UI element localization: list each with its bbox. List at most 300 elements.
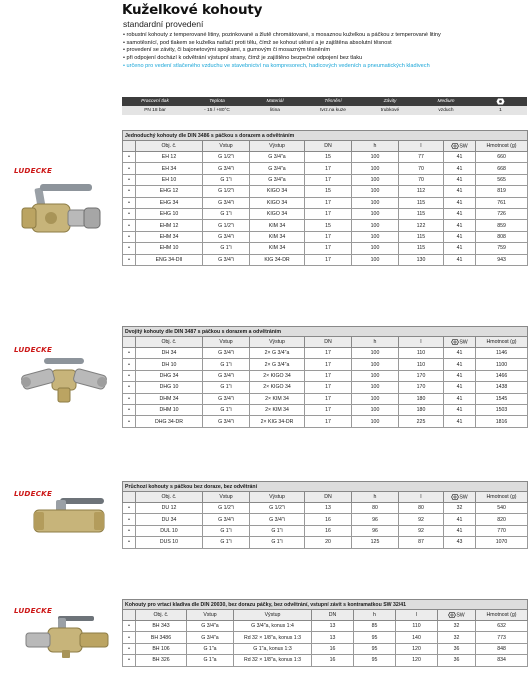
- section-caption-row: [123, 482, 528, 492]
- table-cell: 1146: [476, 348, 528, 359]
- header-cell: Výstup: [250, 492, 305, 503]
- header-cell: Hmotnost (g): [476, 492, 528, 503]
- table-row: [123, 503, 528, 514]
- table-row: [123, 174, 528, 185]
- header-cell: Obj. č.: [136, 492, 203, 503]
- row-bullet: •: [123, 220, 136, 231]
- table-cell: 130: [399, 254, 444, 265]
- table-cell: 16: [312, 643, 354, 654]
- header-cell: Hmotnost (g): [476, 337, 528, 348]
- table-cell: 70: [399, 174, 444, 185]
- table-cell: 87: [399, 537, 444, 548]
- table-cell: DHG 34: [136, 370, 203, 381]
- table-cell: 17: [305, 359, 352, 370]
- table-cell: 43: [444, 537, 476, 548]
- table-cell: 13: [305, 503, 352, 514]
- table-cell: G 1"i: [250, 525, 305, 536]
- table-cell: 36: [438, 655, 476, 666]
- table-row: [123, 152, 528, 163]
- brand-logo: LUDECKE: [14, 345, 53, 354]
- table-cell: 100: [352, 370, 399, 381]
- spec-header: Pracovní tlak: [122, 97, 188, 106]
- table-cell: KIGO 34: [250, 186, 305, 197]
- table-cell: 17: [305, 163, 352, 174]
- spec-value: tvrz.na kuze: [304, 106, 362, 115]
- table-cell: 95: [354, 655, 396, 666]
- table-cell: G 1/2"i: [203, 186, 250, 197]
- row-bullet: •: [123, 404, 136, 415]
- header-cell: SW: [459, 339, 468, 346]
- table-cell: EH 12: [136, 152, 203, 163]
- row-bullet: •: [123, 655, 136, 666]
- spec-header: Závity: [362, 97, 418, 106]
- header-cell: Vstup: [203, 337, 250, 348]
- table-cell: 110: [399, 348, 444, 359]
- table-cell: G 1"i: [203, 537, 250, 548]
- table-cell: EHG 34: [136, 197, 203, 208]
- table-cell: G 3/4"a: [187, 621, 234, 632]
- table-cell: 17: [305, 208, 352, 219]
- table-cell: 100: [352, 231, 399, 242]
- table-cell: 180: [399, 393, 444, 404]
- table-cell: DHG 10: [136, 382, 203, 393]
- table-cell: G 3/4"i: [203, 514, 250, 525]
- section-caption-row: [123, 600, 528, 610]
- double-valve-image: [14, 352, 114, 410]
- header-cell: h: [352, 492, 399, 503]
- spec-value: vzduch: [418, 106, 474, 115]
- table-cell: 1100: [476, 359, 528, 370]
- table-cell: 15: [305, 220, 352, 231]
- table-cell: 41: [444, 416, 476, 427]
- header-cell: l: [399, 337, 444, 348]
- spec-value: 1: [474, 106, 527, 115]
- table-cell: EH 34: [136, 163, 203, 174]
- header-cell: h: [352, 141, 399, 152]
- spec-table: [122, 97, 527, 115]
- row-bullet: •: [123, 243, 136, 254]
- table-cell: EHM 10: [136, 243, 203, 254]
- table-cell: G 1"i: [203, 359, 250, 370]
- table-cell: BH 326: [136, 655, 187, 666]
- table-cell: 17: [305, 348, 352, 359]
- spec-value: PN 18 bar: [122, 106, 188, 115]
- spec-header: Medium: [418, 97, 474, 106]
- spec-value: litina: [246, 106, 304, 115]
- row-bullet: •: [123, 254, 136, 265]
- table-cell: 41: [444, 208, 476, 219]
- table-row: [123, 186, 528, 197]
- table-cell: G 1"i: [203, 208, 250, 219]
- table-cell: EHG 10: [136, 208, 203, 219]
- feature-item-highlight: • určeno pro vedení stlačeného vzduchu ve stavebnictví na kompresorech, hadicových vedeních a pneumatických kladivech: [123, 62, 430, 69]
- table-cell: Rd 32 × 1/8"a, konus 1:3: [234, 655, 312, 666]
- table-cell: DHM 34: [136, 393, 203, 404]
- table-row: [123, 197, 528, 208]
- through-valve-table: [122, 481, 528, 549]
- table-row: [123, 514, 528, 525]
- table-row: [123, 525, 528, 536]
- spec-header: Teplota: [188, 97, 246, 106]
- table-cell: G 1"i: [203, 404, 250, 415]
- header-cell: SW: [459, 494, 468, 501]
- row-bullet: •: [123, 186, 136, 197]
- spec-value-row: [122, 106, 527, 115]
- feature-item: • robustní kohouty z temperované litiny, pozinkované a žlutě chromátované, s mosaznou kuželkou a páčkou z temperované litiny: [123, 32, 441, 38]
- header-cell: DN: [305, 492, 352, 503]
- table-cell: 540: [476, 503, 528, 514]
- table-cell: 115: [399, 231, 444, 242]
- page-subtitle: standardní provedení: [123, 19, 204, 29]
- header-cell: Vstup: [187, 610, 234, 621]
- table-cell: 110: [396, 621, 438, 632]
- table-row: [123, 254, 528, 265]
- header-cell: Výstup: [250, 141, 305, 152]
- spec-header-nut: [474, 97, 527, 106]
- spec-header-row: [122, 97, 527, 106]
- table-header-row: [123, 492, 528, 503]
- table-cell: G 3/4"a: [250, 174, 305, 185]
- table-cell: 92: [399, 525, 444, 536]
- table-row: [123, 404, 528, 415]
- table-cell: EHG 12: [136, 186, 203, 197]
- row-bullet: •: [123, 632, 136, 643]
- feature-item: • samotěsnící, pod tlakem se kuželka natlačí proti tělu, čímž se kohout utěsní a je zajištěna absolutní těsnost: [123, 39, 392, 46]
- row-bullet: •: [123, 163, 136, 174]
- table-row: [123, 382, 528, 393]
- table-cell: G 3/4"i: [203, 393, 250, 404]
- header-cell: Vstup: [203, 141, 250, 152]
- row-bullet: •: [123, 174, 136, 185]
- table-cell: 1545: [476, 393, 528, 404]
- header-cell: SW: [456, 612, 465, 619]
- table-row: [123, 348, 528, 359]
- table-cell: G 3/4"i: [203, 197, 250, 208]
- row-bullet: •: [123, 416, 136, 427]
- table-cell: 32: [438, 632, 476, 643]
- table-cell: 170: [399, 370, 444, 381]
- row-bullet: •: [123, 152, 136, 163]
- table-cell: 112: [399, 186, 444, 197]
- table-cell: 41: [444, 359, 476, 370]
- table-cell: 41: [444, 404, 476, 415]
- table-cell: 95: [354, 632, 396, 643]
- table-cell: 668: [476, 163, 528, 174]
- table-cell: 17: [305, 370, 352, 381]
- table-cell: 100: [352, 404, 399, 415]
- table-cell: 41: [444, 186, 476, 197]
- table-cell: 17: [305, 231, 352, 242]
- table-cell: Rd 32 × 1/8"a, konus 1:3: [234, 632, 312, 643]
- header-cell: DN: [305, 337, 352, 348]
- row-bullet: •: [123, 643, 136, 654]
- table-cell: G 3/4"i: [203, 348, 250, 359]
- table-cell: 95: [354, 643, 396, 654]
- spec-value: trubkové: [362, 106, 418, 115]
- table-row: [123, 208, 528, 219]
- table-cell: 20: [305, 537, 352, 548]
- table-cell: 1438: [476, 382, 528, 393]
- row-bullet: •: [123, 514, 136, 525]
- table-cell: 2× KIM 34: [250, 404, 305, 415]
- header-cell: Hmotnost (g): [476, 141, 528, 152]
- table-row: [123, 655, 528, 666]
- table-cell: 1503: [476, 404, 528, 415]
- table-cell: DUL 10: [136, 525, 203, 536]
- table-cell: 1070: [476, 537, 528, 548]
- table-cell: 943: [476, 254, 528, 265]
- header-cell: Obj. č.: [136, 610, 187, 621]
- spec-value: - 15 / +80°C: [188, 106, 246, 115]
- row-bullet: •: [123, 348, 136, 359]
- table-cell: G 1/2"i: [203, 152, 250, 163]
- table-cell: 120: [396, 643, 438, 654]
- row-bullet: •: [123, 370, 136, 381]
- table-cell: 17: [305, 174, 352, 185]
- table-cell: G 3/4"a: [187, 632, 234, 643]
- table-cell: 2× KIGO 34: [250, 382, 305, 393]
- table-cell: 100: [352, 220, 399, 231]
- table-cell: 16: [305, 525, 352, 536]
- table-cell: 125: [352, 537, 399, 548]
- header-cell: l: [399, 141, 444, 152]
- table-header-row: [123, 610, 528, 621]
- table-cell: 100: [352, 348, 399, 359]
- table-cell: 100: [352, 152, 399, 163]
- table-row: [123, 163, 528, 174]
- table-cell: 819: [476, 186, 528, 197]
- table-cell: KIGO 34: [250, 197, 305, 208]
- single-valve-table: [122, 130, 528, 266]
- table-cell: 17: [305, 243, 352, 254]
- table-cell: 100: [352, 197, 399, 208]
- table-cell: 41: [444, 514, 476, 525]
- table-cell: 80: [399, 503, 444, 514]
- header-cell: SW: [459, 143, 468, 150]
- single-valve-image: [18, 178, 110, 240]
- table-cell: 13: [312, 621, 354, 632]
- header-cell: Obj. č.: [136, 141, 203, 152]
- table-cell: 115: [399, 243, 444, 254]
- table-row: [123, 359, 528, 370]
- table-cell: 1816: [476, 416, 528, 427]
- table-cell: 770: [476, 525, 528, 536]
- table-cell: G 1"i: [250, 537, 305, 548]
- table-cell: 726: [476, 208, 528, 219]
- section-caption: Jednoduchý kohouty dle DIN 3486 s páčkou s dorazem a odvětráním: [123, 131, 528, 141]
- table-cell: G 1"a: [187, 655, 234, 666]
- table-cell: KIM 34: [250, 220, 305, 231]
- row-bullet: •: [123, 231, 136, 242]
- table-cell: DH 10: [136, 359, 203, 370]
- table-cell: 100: [352, 416, 399, 427]
- table-cell: G 3/4"i: [203, 254, 250, 265]
- header-cell: DN: [312, 610, 354, 621]
- brand-logo: LUDECKE: [14, 606, 53, 615]
- table-cell: 100: [352, 393, 399, 404]
- table-cell: 70: [399, 163, 444, 174]
- table-cell: 41: [444, 348, 476, 359]
- page-title: Kuželkové kohouty: [122, 2, 263, 18]
- table-cell: DHM 10: [136, 404, 203, 415]
- table-cell: 41: [444, 174, 476, 185]
- table-cell: BH 106: [136, 643, 187, 654]
- table-cell: G 3/4"i: [203, 163, 250, 174]
- table-row: [123, 243, 528, 254]
- table-cell: 80: [352, 503, 399, 514]
- table-cell: G 3/4"a, konus 1:4: [234, 621, 312, 632]
- table-cell: 848: [476, 643, 528, 654]
- brand-logo: LUDECKE: [14, 166, 53, 175]
- header-cell: [123, 141, 136, 152]
- table-cell: 17: [305, 382, 352, 393]
- table-cell: 100: [352, 254, 399, 265]
- header-cell-sw: [444, 337, 476, 348]
- table-cell: G 3/4"i: [203, 416, 250, 427]
- table-cell: 41: [444, 163, 476, 174]
- table-cell: DUS 10: [136, 537, 203, 548]
- table-cell: 77: [399, 152, 444, 163]
- table-cell: 41: [444, 525, 476, 536]
- table-cell: G 3/4"i: [250, 514, 305, 525]
- table-cell: G 1"i: [203, 243, 250, 254]
- nut-icon: [496, 98, 505, 105]
- table-cell: KIGO 34: [250, 208, 305, 219]
- table-cell: 110: [399, 359, 444, 370]
- table-cell: 41: [444, 254, 476, 265]
- table-cell: G 3/4"i: [203, 370, 250, 381]
- table-cell: 41: [444, 152, 476, 163]
- table-cell: 100: [352, 243, 399, 254]
- table-cell: 632: [476, 621, 528, 632]
- table-cell: 2× KIGO 34: [250, 370, 305, 381]
- header-cell: [123, 610, 136, 621]
- row-bullet: •: [123, 503, 136, 514]
- header-cell: Výstup: [250, 337, 305, 348]
- table-cell: G 1"i: [203, 525, 250, 536]
- table-cell: G 1/2"i: [203, 220, 250, 231]
- table-cell: 100: [352, 359, 399, 370]
- spec-header: Těsnění: [304, 97, 362, 106]
- table-cell: DH 34: [136, 348, 203, 359]
- table-cell: 180: [399, 404, 444, 415]
- table-cell: 16: [312, 655, 354, 666]
- table-cell: 115: [399, 197, 444, 208]
- through-valve-image: [30, 496, 110, 536]
- table-row: [123, 416, 528, 427]
- section-caption: Kohouty pro vrtací kladiva dle DIN 20030, bez dorazu páčky, bez odvětrání, vstupní závit s kontramatkou SW 32/41: [123, 600, 528, 610]
- section-caption: Dvojitý kohouty dle DIN 3487 s páčkou s dorazem a odvětráním: [123, 327, 528, 337]
- table-cell: 96: [352, 525, 399, 536]
- table-cell: 13: [312, 632, 354, 643]
- table-cell: DU 34: [136, 514, 203, 525]
- table-cell: 115: [399, 208, 444, 219]
- double-valve-table: [122, 326, 528, 428]
- table-cell: 36: [438, 643, 476, 654]
- table-cell: 170: [399, 382, 444, 393]
- table-cell: G 1/2"i: [250, 503, 305, 514]
- hammer-valve-image: [22, 614, 114, 660]
- section-caption: Průchozí kohouty s páčkou bez doraze, bez odvětrání: [123, 482, 528, 492]
- table-cell: KIG 34-DR: [250, 254, 305, 265]
- table-cell: 660: [476, 152, 528, 163]
- table-cell: BH 3486: [136, 632, 187, 643]
- row-bullet: •: [123, 359, 136, 370]
- table-row: [123, 643, 528, 654]
- table-cell: 859: [476, 220, 528, 231]
- table-row: [123, 231, 528, 242]
- table-cell: 17: [305, 404, 352, 415]
- table-cell: 122: [399, 220, 444, 231]
- table-cell: 41: [444, 370, 476, 381]
- brand-logo: LUDECKE: [14, 489, 53, 498]
- table-cell: 41: [444, 393, 476, 404]
- table-row: [123, 621, 528, 632]
- table-cell: 32: [438, 621, 476, 632]
- table-cell: 41: [444, 220, 476, 231]
- table-cell: EHM 12: [136, 220, 203, 231]
- table-cell: 565: [476, 174, 528, 185]
- table-cell: G 1/2"i: [203, 503, 250, 514]
- table-cell: 15: [305, 152, 352, 163]
- table-cell: 41: [444, 197, 476, 208]
- table-cell: DU 12: [136, 503, 203, 514]
- header-cell: l: [399, 492, 444, 503]
- row-bullet: •: [123, 537, 136, 548]
- header-cell-sw: [444, 492, 476, 503]
- table-cell: 17: [305, 197, 352, 208]
- table-cell: 92: [399, 514, 444, 525]
- table-cell: 17: [305, 393, 352, 404]
- table-row: [123, 393, 528, 404]
- section-caption-row: [123, 327, 528, 337]
- header-cell: Hmotnost (g): [476, 610, 528, 621]
- row-bullet: •: [123, 525, 136, 536]
- table-cell: ENG 34-DII: [136, 254, 203, 265]
- feature-list: [123, 32, 528, 71]
- table-cell: 17: [305, 416, 352, 427]
- table-cell: EHM 34: [136, 231, 203, 242]
- table-cell: 100: [352, 163, 399, 174]
- table-cell: BH 343: [136, 621, 187, 632]
- header-cell: l: [396, 610, 438, 621]
- table-cell: 773: [476, 632, 528, 643]
- table-cell: 100: [352, 186, 399, 197]
- table-header-row: [123, 141, 528, 152]
- table-cell: 17: [305, 254, 352, 265]
- table-cell: G 1"i: [203, 382, 250, 393]
- header-cell: Vstup: [203, 492, 250, 503]
- feature-item: • provedení se závity, či bajonetovými spojkami, s gumovým či mosazným těsněním: [123, 47, 331, 54]
- table-cell: 32: [444, 503, 476, 514]
- table-cell: 761: [476, 197, 528, 208]
- header-cell-sw: [444, 141, 476, 152]
- table-cell: 15: [305, 186, 352, 197]
- table-cell: G 3/4"a: [250, 163, 305, 174]
- table-cell: EH 10: [136, 174, 203, 185]
- table-cell: 2× KIM 34: [250, 393, 305, 404]
- header-cell: Obj. č.: [136, 337, 203, 348]
- header-cell-sw: [438, 610, 476, 621]
- table-cell: 2× G 3/4"a: [250, 348, 305, 359]
- table-cell: DHG 34-DR: [136, 416, 203, 427]
- header-cell: Výstup: [234, 610, 312, 621]
- table-cell: 41: [444, 382, 476, 393]
- table-cell: 100: [352, 208, 399, 219]
- table-cell: 120: [396, 655, 438, 666]
- table-cell: 2× KIG 34-DR: [250, 416, 305, 427]
- table-cell: 41: [444, 243, 476, 254]
